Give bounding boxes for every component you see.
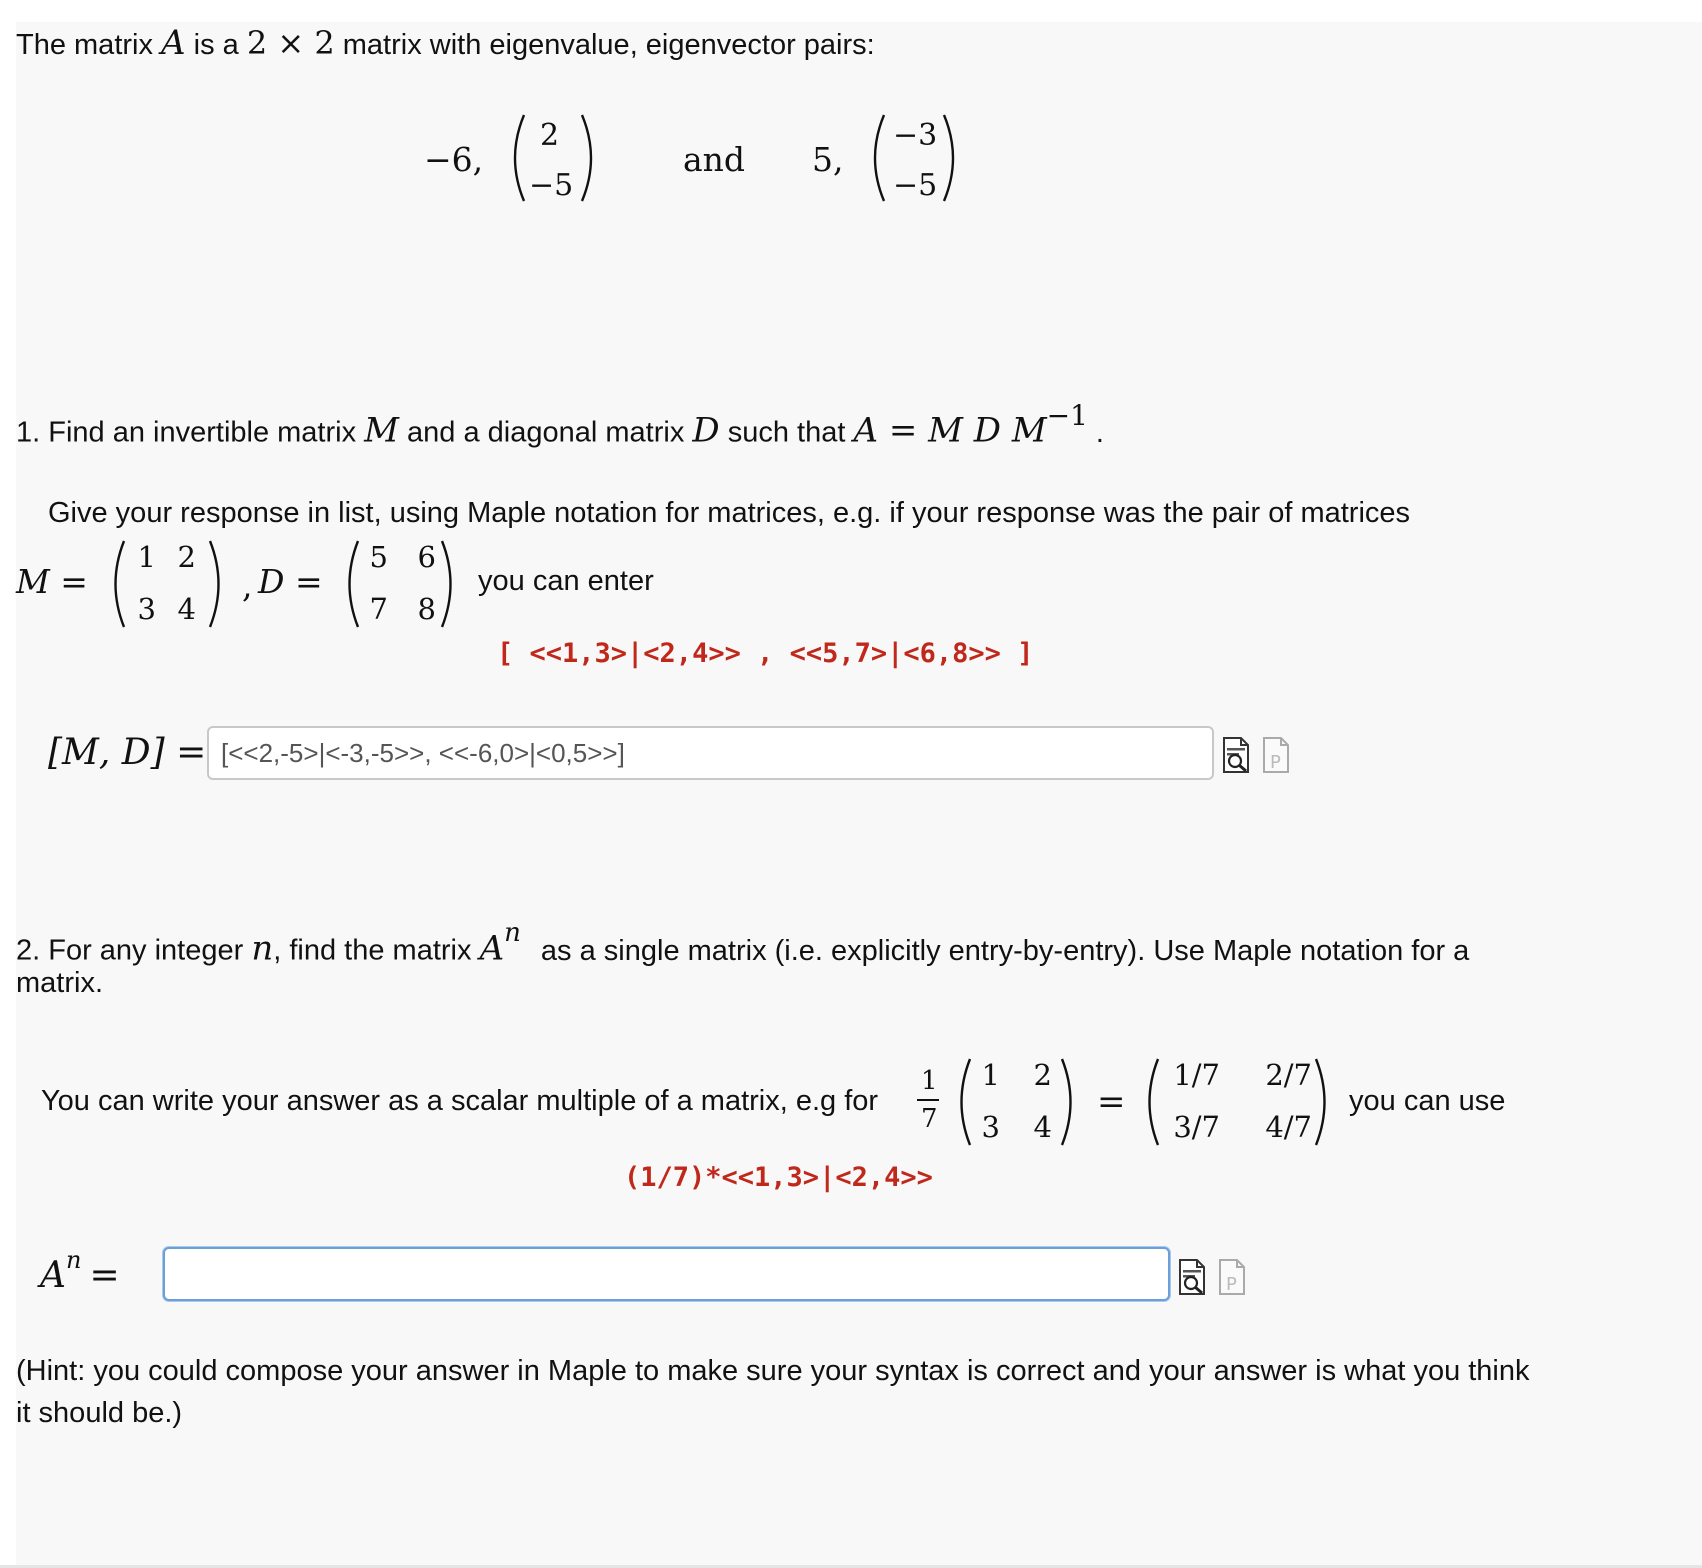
and-label: and [683, 140, 746, 179]
answer-label-An: $A^n$ = [40, 1246, 120, 1296]
right-paren [940, 112, 966, 204]
right-paren [1058, 1056, 1082, 1148]
eigenvalue-second: 5, [812, 140, 844, 179]
answer-input-An[interactable] [163, 1247, 1170, 1301]
equals-sign: = [1097, 1082, 1126, 1122]
fraction-numerator: 1 [921, 1066, 938, 1096]
intro-text: The matrix A is a 2 × 2 matrix with eigenvalue, eigenvector pairs: [16, 23, 875, 63]
hint-line-1: (Hint: you could compose your answer in Maple to make sure your syntax is correct and your answer is what you think [16, 1355, 1530, 1387]
example-separator: , [242, 566, 253, 605]
question-2-text: 2. For any integer n, find the matrix $A^n$ as a single matrix (i.e. explicitly entry-by-entry). Use Maple notation for a [16, 918, 1470, 969]
hint-line-2: it should be.) [16, 1397, 183, 1429]
question-panel [16, 22, 1702, 1567]
example-code-2: (1/7)*<<1,3>|<2,4>> [624, 1162, 933, 1193]
left-paren [1138, 1056, 1162, 1148]
svg-text:P: P [1270, 752, 1281, 773]
example-M-matrix: 1 2 3 4 [137, 540, 196, 626]
example-D-matrix: 5 6 7 8 [369, 540, 436, 626]
right-paren [1312, 1056, 1336, 1148]
maple-syntax-icon[interactable] [1262, 736, 1290, 774]
eigenvector-second-top: −3 [893, 118, 938, 153]
example-code-1: [ <<1,3>|<2,4>> , <<5,7>|<6,8>> ] [497, 638, 1034, 669]
question-2-text-wrap: matrix. [16, 967, 103, 999]
left-paren [104, 538, 128, 630]
answer-input-MD[interactable] [207, 726, 1214, 780]
maple-syntax-icon[interactable] [1218, 1258, 1246, 1296]
answer-label-MD: [M, D] = [48, 732, 207, 773]
example-D-label: D = [258, 562, 323, 601]
right-paren [438, 538, 462, 630]
right-paren [206, 538, 230, 630]
fraction-denominator: 7 [921, 1104, 938, 1134]
you-can-enter-text: you can enter [478, 565, 654, 597]
example-M-label: M = [16, 562, 88, 601]
preview-icon[interactable] [1222, 736, 1250, 774]
scalar-example-matrix: 1 2 3 4 [981, 1058, 1052, 1144]
right-paren [578, 112, 604, 204]
scalar-multiple-text: You can write your answer as a scalar multiple of a matrix, e.g for [41, 1085, 879, 1117]
eigenvalue-first: −6, [424, 140, 484, 179]
preview-icon[interactable] [1178, 1258, 1206, 1296]
scalar-result-matrix: 1/7 2/7 3/7 4/7 [1173, 1058, 1312, 1144]
fraction-bar [917, 1099, 939, 1101]
left-paren [338, 538, 362, 630]
eigenvector-second-bottom: −5 [893, 168, 938, 203]
eigenvector-first-bottom: −5 [529, 168, 574, 203]
question-1-text: 1. Find an invertible matrix M and a diagonal matrix D such that A = M D $M^{-1}$. [16, 399, 1104, 451]
left-paren [862, 112, 888, 204]
svg-text:P: P [1226, 1274, 1237, 1295]
you-can-use-text: you can use [1349, 1085, 1506, 1117]
left-paren [502, 112, 528, 204]
instruction-text: Give your response in list, using Maple notation for matrices, e.g. if your response was the pair of matrices [48, 497, 1411, 529]
eigenvector-first-top: 2 [540, 118, 560, 153]
